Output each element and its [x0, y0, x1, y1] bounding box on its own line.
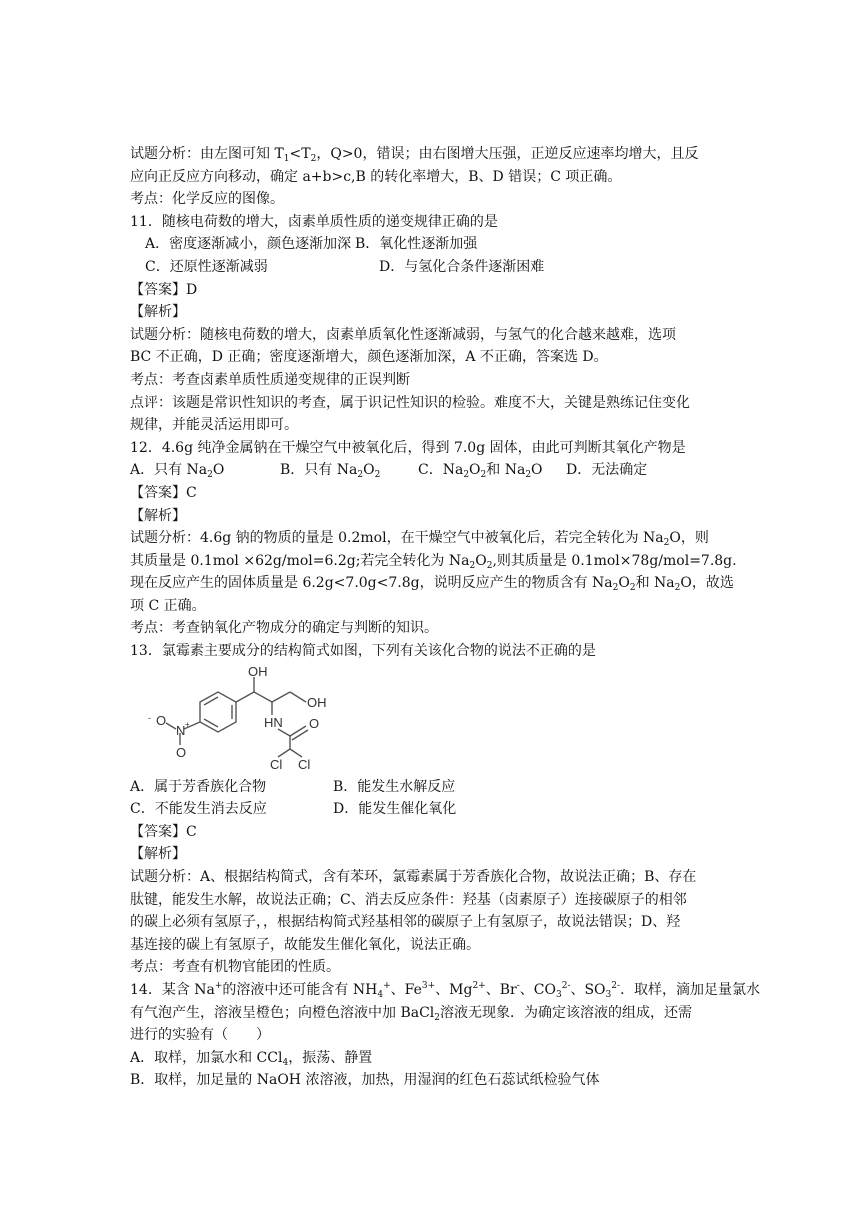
q11-options-row-2	[130, 256, 730, 279]
text: O	[531, 462, 543, 479]
q13-analysis-4: 基连接的碳上有氢原子，故能发生催化氧化，说法正确。	[130, 936, 480, 953]
subscript: 4	[282, 1057, 289, 1068]
q13-point: 考点：考查有机物官能团的性质。	[130, 959, 340, 976]
superscript: 2-	[561, 981, 571, 991]
q11-stem: 11．随核电荷数的增大，卤素单质性质的递变规律正确的是	[130, 213, 498, 230]
nitro-minus-label: -	[148, 712, 151, 723]
q13-option-d: D．能发生催化氧化	[333, 801, 457, 818]
text: 有气泡产生，溶液呈橙色；向橙色溶液中加 BaCl	[130, 1004, 435, 1021]
text: O，则	[669, 530, 709, 547]
q13-option-c: C．不能发生消去反应	[130, 801, 267, 818]
q11-option-a: A．密度逐渐减小，颜色逐渐加深	[145, 236, 352, 253]
q10-analysis-line-1	[130, 143, 730, 166]
text: 、Br	[485, 982, 517, 998]
text: ，振荡、静置	[288, 1049, 373, 1066]
text: ,则其质量是 0.1mol×78g/mol=7.8g.	[492, 552, 737, 569]
text: 、Fe	[390, 982, 422, 998]
q11-option-b: B．氧化性逐渐加强	[355, 236, 478, 253]
subscript: 2	[310, 154, 317, 164]
text: ，Q>0，错误；由右图增大压强，正逆反应速率均增大，且反	[316, 146, 699, 162]
nitro-plus-label: +	[185, 719, 190, 729]
q14-stem-3: 进行的实验有（ ）	[130, 1027, 270, 1044]
text: O	[618, 575, 630, 592]
text: A．取样，加氯水和 CCl	[130, 1049, 283, 1066]
q11-comment-1: 点评：该题是常识性知识的考查，属于识记性知识的检验。难度不大，关键是熟练记住变化	[130, 394, 690, 411]
superscript: 2+	[472, 981, 486, 991]
q12-option-d: D．无法确定	[566, 462, 648, 479]
nitro-o1-label: O	[156, 712, 167, 728]
q11-analysis-2: BC 不正确，D 正确；密度逐渐增大，颜色逐渐加深，A 不正确，答案选 D。	[130, 349, 608, 366]
subscript: 1	[283, 154, 290, 164]
document-page	[130, 143, 761, 1092]
text: 、CO	[519, 982, 556, 998]
q13-answer: 【答案】C	[130, 823, 197, 840]
q11-option-d: D．与氢化合条件逐渐困难	[379, 258, 545, 275]
text: 的溶液中还可能含有 NH	[222, 982, 378, 998]
q10-analysis-line-2: 应向正反应方向移动，确定 a+b>c,B 的转化率增大，B、D 错误；C 项正确。	[130, 168, 622, 185]
superscript: 2-	[611, 981, 621, 991]
text: 14．某含 Na	[130, 982, 215, 998]
q11-comment-2: 规律，并能灵活运用即可。	[130, 417, 298, 434]
subscript: 2	[629, 583, 636, 594]
q11-options-row-1	[130, 233, 730, 256]
subscript: 2	[674, 583, 681, 594]
q13-option-b: B．能发生水解反应	[333, 778, 456, 795]
q13-options-row-2	[130, 798, 730, 821]
q13-option-a: A．属于芳香族化合物	[130, 778, 267, 795]
q11-analysis-1: 试题分析：随核电荷数的增大，卤素单质氧化性逐渐减弱，与氢气的化合越来越难，选项	[130, 326, 676, 343]
q12-jiexi: 【解析】	[130, 507, 186, 524]
q12-analysis-4: 项 C 正确。	[130, 597, 206, 614]
q12-options	[130, 459, 730, 482]
superscript: +	[383, 981, 391, 991]
q12-analysis-1	[130, 527, 730, 550]
text: <T	[289, 146, 311, 162]
text: O，故选	[680, 575, 734, 592]
q13-options-row-1	[130, 776, 730, 799]
subscript: 2	[612, 583, 619, 594]
oh-top-label: OH	[248, 664, 268, 679]
text: 其质量是 0.1mol ×62g/mol=6.2g;若完全转化为 Na	[130, 552, 470, 569]
q12-option-c	[418, 459, 566, 482]
text: O	[469, 462, 481, 479]
text: ．取样，滴加足量氯水	[620, 982, 761, 998]
text: O	[475, 552, 487, 569]
subscript: 2	[469, 560, 476, 571]
q12-answer: 【答案】C	[130, 484, 197, 501]
text: 和 Na	[486, 462, 526, 479]
subscript: 4	[377, 990, 384, 1000]
subscript: 2	[434, 1012, 441, 1023]
oh-right-label: OH	[307, 694, 327, 710]
subscript: 2	[663, 538, 670, 549]
superscript: +	[214, 981, 223, 991]
q12-point: 考点：考查钠氧化产物成分的确定与判断的知识。	[130, 620, 438, 637]
subscript: 2	[480, 470, 487, 481]
text: O	[363, 462, 375, 479]
text: 试题分析：由左图可知 T	[130, 146, 284, 162]
q12-option-a	[130, 459, 280, 482]
chloramphenicol-structure-figure	[130, 665, 730, 772]
q11-point: 考点：考查卤素单质性质递变规律的正误判断	[130, 371, 410, 388]
cl-label-1: Cl	[270, 756, 283, 772]
q14-option-b: B．取样，加足量的 NaOH 浓溶液，加热，用湿润的红色石蕊试纸检验气体	[130, 1072, 600, 1089]
subscript: 3	[555, 990, 562, 1000]
text: B．只有 Na	[280, 462, 358, 479]
q14-option-a	[130, 1047, 730, 1070]
q11-answer: 【答案】D	[130, 281, 198, 298]
superscript: 3+	[421, 981, 436, 991]
text: 现在反应产生的固体质量是 6.2g<7.0g<7.8g，说明反应产生的物质含有 Na	[130, 575, 613, 592]
q10-point: 考点：化学反应的图像。	[130, 191, 284, 208]
q13-jiexi: 【解析】	[130, 846, 186, 863]
cl-label-2: Cl	[298, 756, 311, 772]
q12-analysis-3	[130, 572, 734, 595]
chloramphenicol-structure	[140, 665, 360, 772]
text: 溶液无现象．为确定该溶液的组成，还需	[440, 1004, 693, 1021]
subscript: 3	[605, 990, 612, 1000]
subscript: 2	[463, 470, 470, 481]
subscript: 2	[207, 470, 213, 481]
q12-option-b	[280, 459, 418, 482]
q13-analysis-1: 试题分析：A、根据结构简式，含有苯环，氯霉素属于芳香族化合物，故说法正确；B、存在	[130, 869, 697, 886]
q13-analysis-2: 肽键，能发生水解，故说法正确；C、消去反应条件：羟基（卤素原子）连接碳原子的相邻	[130, 891, 687, 908]
q14-stem-2	[130, 1002, 730, 1025]
subscript: 2	[486, 560, 493, 571]
carbonyl-o-label: O	[309, 715, 320, 731]
text: 、Mg	[435, 982, 473, 998]
q13-stem: 13．氯霉素主要成分的结构简式如图，下列有关该化合物的说法不正确的是	[130, 643, 596, 660]
text: A．只有 Na	[130, 462, 208, 479]
subscript: 2	[525, 470, 532, 481]
nitro-n-label: N	[176, 722, 186, 738]
text: 和 Na	[635, 575, 675, 592]
text: C．Na	[418, 462, 464, 479]
q12-stem: 12．4.6g 纯净金属钠在干燥空气中被氧化后，得到 7.0g 固体，由此可判断其氧化产物是	[130, 439, 686, 456]
q11-option-c: C．还原性逐渐减弱	[145, 258, 268, 275]
q13-analysis-3: 的碳上必须有氢原子，，根据结构简式羟基相邻的碳原子上有氢原子，故说法错误；D、羟	[130, 914, 681, 931]
superscript: -	[516, 981, 520, 991]
subscript: 2	[374, 470, 381, 481]
text: 、SO	[570, 982, 606, 998]
subscript: 2	[357, 470, 364, 481]
q12-analysis-2	[130, 550, 737, 573]
text: 试题分析：4.6g 钠的物质的量是 0.2mol，在干燥空气中被氧化后，若完全转化为 Na	[130, 530, 664, 547]
nitro-o2-label: O	[176, 744, 187, 760]
nh-label: HN	[264, 714, 283, 730]
text: O	[212, 462, 225, 479]
q14-stem-1	[130, 979, 761, 1002]
q11-jiexi: 【解析】	[130, 304, 186, 321]
